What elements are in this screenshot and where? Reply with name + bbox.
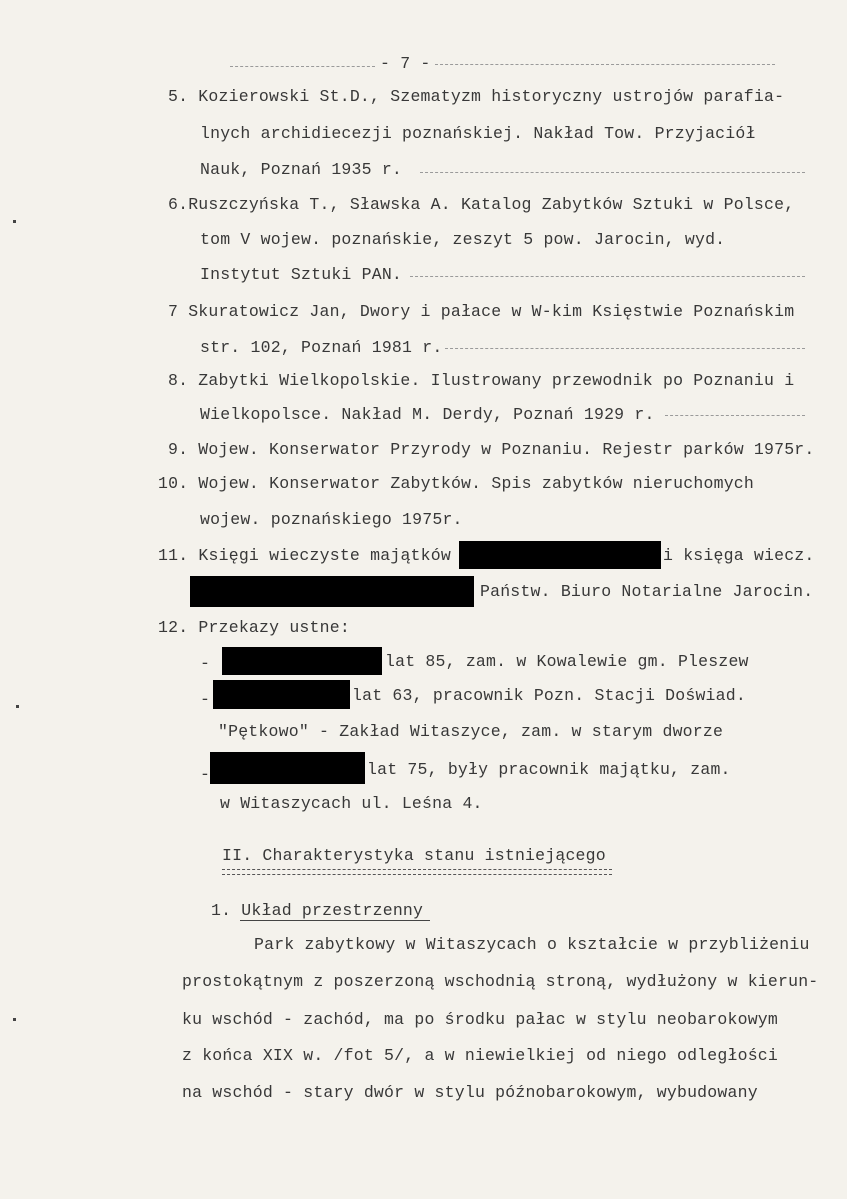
margin-mark [16,705,19,708]
header-dash-left [230,66,375,67]
ref-11-line-1: 11. Księgi wieczyste majątków [158,546,451,565]
ref-6-line-3: Instytut Sztuki PAN. [200,265,403,284]
ref-10-line-2: wojew. poznańskiego 1975r. [200,510,463,529]
oral-source-dash-2: - [200,690,211,709]
redaction-bar [459,541,661,569]
oral-source-3-cont: w Witaszycach ul. Leśna 4. [220,794,483,813]
ref-7-fill-dash [445,348,805,349]
ref-8-line-2: Wielkopolsce. Nakład M. Derdy, Poznań 1929 r. [200,405,655,424]
oral-source-2: lat 63, pracownik Pozn. Stacji Doświad. [352,686,746,705]
section-heading-underline [222,869,612,875]
redaction-bar [213,680,350,709]
redaction-bar [222,647,382,675]
ref-7-line-2: str. 102, Poznań 1981 r. [200,338,443,357]
ref-12-line-1: 12. Przekazy ustne: [158,618,350,637]
ref-9-line-1: 9. Wojew. Konserwator Przyrody w Poznaniu. Rejestr parków 1975r. [168,440,815,459]
subsection-heading: 1. Układ przestrzenny [211,901,424,920]
ref-6-line-2: tom V wojew. poznańskie, zeszyt 5 pow. Jarocin, wyd. [200,230,726,249]
ref-8-line-1: 8. Zabytki Wielkopolskie. Ilustrowany przewodnik po Poznaniu i [168,371,795,390]
ref-6-fill-dash [410,276,805,277]
margin-mark [13,1018,16,1021]
subsection-heading-underline [240,920,430,921]
oral-source-dash-3: - [200,765,211,784]
ref-11-line-1b: i księga wiecz. [663,546,815,565]
redaction-bar [190,576,474,607]
ref-8-fill-dash [665,415,805,416]
header-dash-right [435,64,775,65]
redaction-bar [210,752,365,784]
paragraph-line-5: na wschód - stary dwór w stylu późnobarokowym, wybudowany [182,1083,758,1102]
oral-source-3: lat 75, były pracownik majątku, zam. [367,760,731,779]
ref-11-line-2: Państw. Biuro Notarialne Jarocin. [480,582,814,601]
paragraph-line-1: Park zabytkowy w Witaszycach o kształcie w przybliżeniu [254,935,810,954]
ref-5-fill-dash [420,172,805,173]
page-number: - 7 - [380,54,431,73]
ref-5-line-1: 5. Kozierowski St.D., Szematyzm historyczny ustrojów parafia- [168,87,785,106]
paragraph-line-3: ku wschód - zachód, ma po środku pałac w stylu neobarokowym [182,1010,778,1029]
paragraph-line-2: prostokątnym z poszerzoną wschodnią stroną, wydłużony w kierun- [182,972,819,991]
section-heading: II. Charakterystyka stanu istniejącego [222,846,606,865]
margin-mark [13,220,16,223]
ref-7-line-1: 7 Skuratowicz Jan, Dwory i pałace w W-kim Księstwie Poznańskim [168,302,795,321]
paragraph-line-4: z końca XIX w. /fot 5/, a w niewielkiej od niego odległości [182,1046,778,1065]
ref-6-line-1: 6.Ruszczyńska T., Sławska A. Katalog Zabytków Sztuki w Polsce, [168,195,795,214]
ref-10-line-1: 10. Wojew. Konserwator Zabytków. Spis zabytków nieruchomych [158,474,754,493]
ref-5-line-3: Nauk, Poznań 1935 r. [200,160,403,179]
oral-source-2-cont: "Pętkowo" - Zakład Witaszyce, zam. w starym dworze [218,722,724,741]
oral-source-dash-1: - [200,654,211,673]
ref-5-line-2: lnych archidiecezji poznańskiej. Nakład Tow. Przyjaciół [200,124,756,143]
oral-source-1: lat 85, zam. w Kowalewie gm. Pleszew [385,652,749,671]
